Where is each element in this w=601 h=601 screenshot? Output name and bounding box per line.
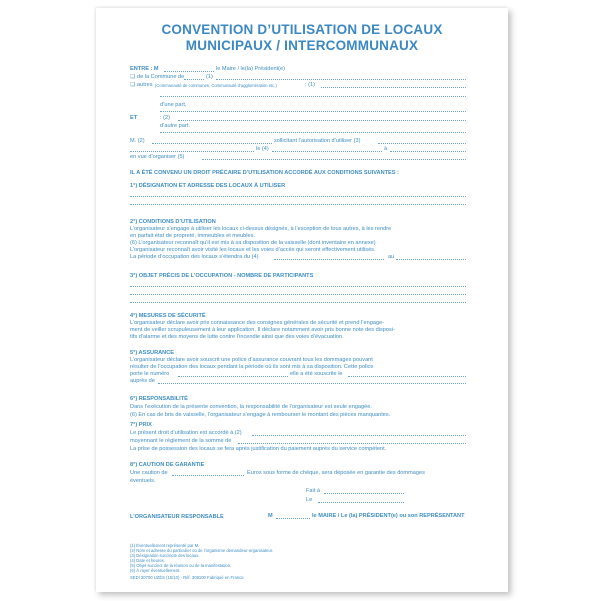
sollicitant-label: sollicitant l’autorisation d’utiliser (3) — [274, 138, 361, 144]
fill-in-dotted-line — [172, 475, 244, 476]
part1-label: d’une part, — [160, 102, 187, 108]
part2-label: d’autre part. — [160, 123, 190, 129]
s4-line1: L’organisateur déclare avoir pris connaissance des consignes générales de sécurité et prend l’engage- — [130, 320, 385, 326]
entre-label: ENTRE : M — [130, 66, 159, 72]
fill-in-dotted-line — [348, 376, 466, 377]
s2-line4: L’organisateur reconnaît avoir visité les locaux et les voies d’accès qui seront effectivement utilisés. — [130, 247, 376, 253]
s5-line2: résulter de l’occupation des locaux pendant la période où ils sont mis à sa disposition. Cette police — [130, 364, 374, 370]
fill-in-dotted-line — [378, 143, 466, 144]
organiser-label: en vue d’organiser (5) — [130, 154, 185, 160]
fill-in-dotted-line — [164, 71, 214, 72]
section8-heading: 8°) CAUTION DE GARANTIE — [130, 462, 205, 468]
document-title-line2: MUNICIPAUX / INTERCOMMUNAUX — [185, 38, 419, 53]
le-label: Le — [306, 497, 313, 503]
s2-line5: La période d’occupation des locaux s’étendra du (4) — [130, 254, 259, 260]
autres-hint: (Communauté de communes, Communauté d’agglomération etc.) — [155, 83, 277, 88]
entre-suffix: le Maire / le(la) Président(e) — [216, 66, 286, 72]
signature-organisateur: L’ORGANISATEUR RESPONSABLE — [130, 514, 224, 520]
commune-label: de la Commune de — [137, 74, 185, 80]
fill-in-dotted-line — [202, 159, 466, 160]
fill-in-dotted-line — [321, 87, 466, 88]
s2-line3: (6) L’organisateur reconnaît qu’il est mis à sa disposition de la vaisselle (dont inventaire en annexe) — [130, 240, 376, 246]
s2-line2: en parfait état de propreté, immeubles et meubles. — [130, 233, 255, 239]
a-label: à — [384, 146, 388, 152]
fill-in-dotted-line — [390, 151, 466, 152]
et-ref: : (2) — [160, 115, 170, 121]
s5-line1: L’organisateur déclare avoir souscrit une police d’assurance couvrant tous les dommages pouvant — [130, 357, 373, 363]
section5-heading: 5°) ASSURANCE — [130, 350, 174, 356]
s8-line2: éventuels. — [130, 478, 156, 484]
fill-in-dotted-line — [324, 493, 404, 494]
fill-in-dotted-line — [130, 302, 466, 303]
s7-line2: moyennant le règlement de la somme de — [130, 438, 232, 444]
fill-in-dotted-line — [272, 151, 382, 152]
fill-in-dotted-line — [216, 79, 466, 80]
section4-heading: 4°) MESURES DE SÉCURITÉ — [130, 313, 206, 319]
signature-maire: le MAIRE / Le (la) PRÉSIDENT(e) ou son REPRÉSENTANT — [312, 513, 465, 519]
fill-in-dotted-line — [160, 96, 466, 97]
commune-ref: (1) — [206, 74, 213, 80]
fill-in-dotted-line — [276, 518, 310, 519]
fill-in-dotted-line — [160, 132, 466, 133]
fill-in-dotted-line — [274, 259, 384, 260]
main-heading: IL A ÉTÉ CONVENU UN DROIT PRÉCAIRE D’UTILISATION ACCORDÉ AUX CONDITIONS SUIVANTES : — [130, 170, 399, 176]
s7-line3: La prise de possession des locaux se fera après justification du paiement auprès du service compétent. — [130, 446, 387, 452]
footer-reference: SEDI 30700 UZÈS (15/10) - Réf. 308100 Fabriqué en France — [130, 575, 244, 580]
fill-in-dotted-line — [252, 435, 466, 436]
section7-heading: 7°) PRIX — [130, 422, 152, 428]
s5-line3b: elle a été souscrite le — [290, 371, 343, 377]
autres-label: autres — [137, 82, 153, 88]
signature-maire-m: M — [268, 513, 273, 519]
footnote-6: (6) À rayer éventuellement. — [130, 568, 181, 573]
footnote-4: (4) Date et heures. — [130, 558, 165, 563]
s5-line4: auprès de — [130, 378, 155, 384]
checkbox-autres[interactable]: ❑ — [130, 82, 136, 88]
footnote-2: (2) Nom et adresse du particulier ou de l’organisme demandeur-organisateur. — [130, 548, 274, 553]
s8-line1: Une caution de — [130, 470, 168, 476]
fill-in-dotted-line — [152, 143, 272, 144]
fill-in-dotted-line — [160, 111, 466, 112]
fill-in-dotted-line — [178, 120, 466, 121]
s6-line2: (6) En cas de bris de vaisselle, l’organisateur s’engage à rembourser le montant des pièces manquantes. — [130, 412, 391, 418]
fill-in-dotted-line — [184, 79, 204, 80]
s4-line2: ment de veiller scrupuleusement à leur application. Il déclare notamment avoir pris bonne note des disposi- — [130, 327, 395, 333]
section3-heading: 3°) OBJET PRÉCIS DE L’OCCUPATION - NOMBRE DE PARTICIPANTS — [130, 273, 314, 279]
autres-ref: : (1) — [305, 82, 315, 88]
checkbox-commune[interactable]: ❑ — [130, 74, 136, 80]
footnote-3: (3) Désignation succincte des locaux. — [130, 553, 200, 558]
fill-in-dotted-line — [130, 286, 466, 287]
fill-in-dotted-line — [158, 383, 466, 384]
footnote-1: (1) Éventuellement représenté par M. — [130, 543, 200, 548]
fill-in-dotted-line — [130, 196, 466, 197]
section1-heading: 1°) DÉSIGNATION ET ADRESSE DES LOCAUX À UTILISER — [130, 183, 286, 189]
s6-line1: Dans l’exécution de la présente convention, la responsabilité de l’organisateur est seule engagée. — [130, 404, 372, 410]
s8-line1b: Euros sous forme de chèque, sera déposée en garantie des dommages — [247, 470, 425, 476]
s4-line3: tifs d’alarme et des moyens de lutte contre l’incendie ainsi que des voies d’évacuation. — [130, 334, 344, 340]
s2-line1: L’organisateur s’engage à utiliser les locaux ci-dessus désignés, à l’exception de tous autres, à les rendre — [130, 226, 392, 232]
fill-in-dotted-line — [130, 151, 254, 152]
et-label: ET — [130, 115, 138, 121]
m2-label: M. (2) — [130, 138, 145, 144]
le4-label: le (4) — [256, 146, 269, 152]
s5-line3: porte le numéro — [130, 371, 170, 377]
fill-in-dotted-line — [130, 204, 466, 205]
fill-in-dotted-line — [238, 443, 466, 444]
section6-heading: 6°) RESPONSABILITÉ — [130, 396, 188, 402]
document-sheet — [96, 8, 508, 592]
section2-heading: 2°) CONDITIONS D’UTILISATION — [130, 219, 216, 225]
footnote-5: (5) Objet succinct de la réunion ou de la manifestation. — [130, 563, 232, 568]
s7-line1: Le présent droit d’utilisation est accordé à (2) — [130, 430, 242, 436]
fill-in-dotted-line — [396, 259, 466, 260]
fill-in-dotted-line — [130, 294, 466, 295]
fait-label: Fait à — [306, 488, 320, 494]
document-title-line1: CONVENTION D’UTILISATION DE LOCAUX — [161, 22, 443, 37]
fill-in-dotted-line — [178, 376, 288, 377]
s2-au: au — [388, 254, 395, 260]
fill-in-dotted-line — [318, 502, 404, 503]
